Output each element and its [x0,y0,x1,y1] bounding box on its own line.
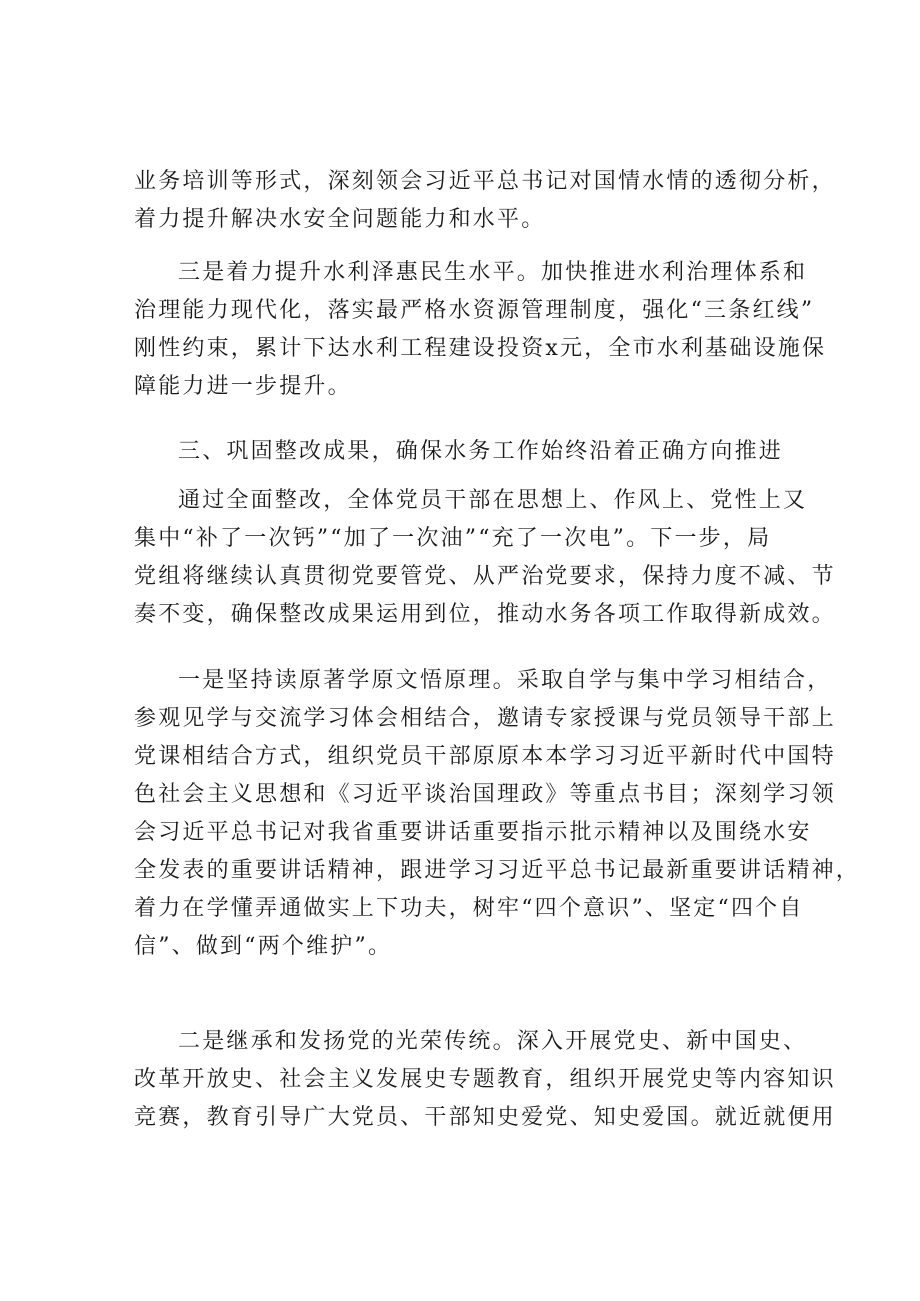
paragraph-line: 参观见学与交流学习体会相结合，邀请专家授课与党员领导干部上 [134,706,836,731]
paragraph-line: 着力提升解决水安全问题能力和水平。 [134,207,546,232]
section-heading-text: 三、巩固整改成果，确保水务工作始终沿着正确方向推进 [178,439,784,464]
paragraph-line: 奏不变，确保整改成果运用到位，推动水务各项工作取得新成效。 [134,602,836,627]
paragraph-line: 一是坚持读原著学原文悟原理。采取自学与集中学习相结合， [178,668,832,693]
paragraph-line: 刚性约束，累计下达水利工程建设投资x元，全市水利基础设施保 [134,336,827,361]
paragraph-line: 全发表的重要讲话精神，跟进学习习近平总书记最新重要讲话精神， [134,858,861,883]
paragraph-5 [134,662,861,966]
paragraph-line: 色社会主义思想和《习近平谈治国理政》等重点书目；深刻学习领 [134,782,836,807]
paragraph-line: 信”、做到“两个维护”。 [134,934,393,959]
paragraph-line: 二是继承和发扬党的光荣传统。深入开展党史、新中国史、 [178,1029,808,1054]
paragraph-line: 业务培训等形式，深刻领会习近平总书记对国情水情的透彻分析， [134,169,836,194]
paragraph-line: 障能力进一步提升。 [134,374,352,399]
paragraph-line: 治理能力现代化，落实最严格水资源管理制度，强化“三条红线” [134,298,815,323]
paragraph-4 [134,482,836,634]
paragraph-line: 三是着力提升水利泽惠民生水平。加快推进水利治理体系和 [178,260,808,285]
paragraph-line: 改革开放史、社会主义发展史专题教育，组织开展党史等内容知识 [134,1067,836,1092]
paragraph-line: 党课相结合方式，组织党员干部原原本本学习习近平新时代中国特 [134,744,836,769]
section-heading [134,433,794,471]
paragraph-line: 通过全面整改，全体党员干部在思想上、作风上、党性上又 [178,488,808,513]
paragraph-line: 党组将继续认真贯彻党要管党、从严治党要求，保持力度不减、节 [134,564,836,589]
paragraph-1 [134,163,836,239]
paragraph-6 [134,1023,836,1137]
paragraph-line: 竞赛，教育引导广大党员、干部知史爱党、知史爱国。就近就便用 [134,1105,836,1130]
paragraph-line: 集中“补了一次钙”“加了一次油”“充了一次电”。下一步，局 [134,526,772,551]
paragraph-line: 会习近平总书记对我省重要讲话重要指示批示精神以及围绕水安 [134,820,812,845]
paragraph-line: 着力在学懂弄通做实上下功夫，树牢“四个意识”、坚定“四个自 [134,896,804,921]
paragraph-2 [134,254,827,406]
